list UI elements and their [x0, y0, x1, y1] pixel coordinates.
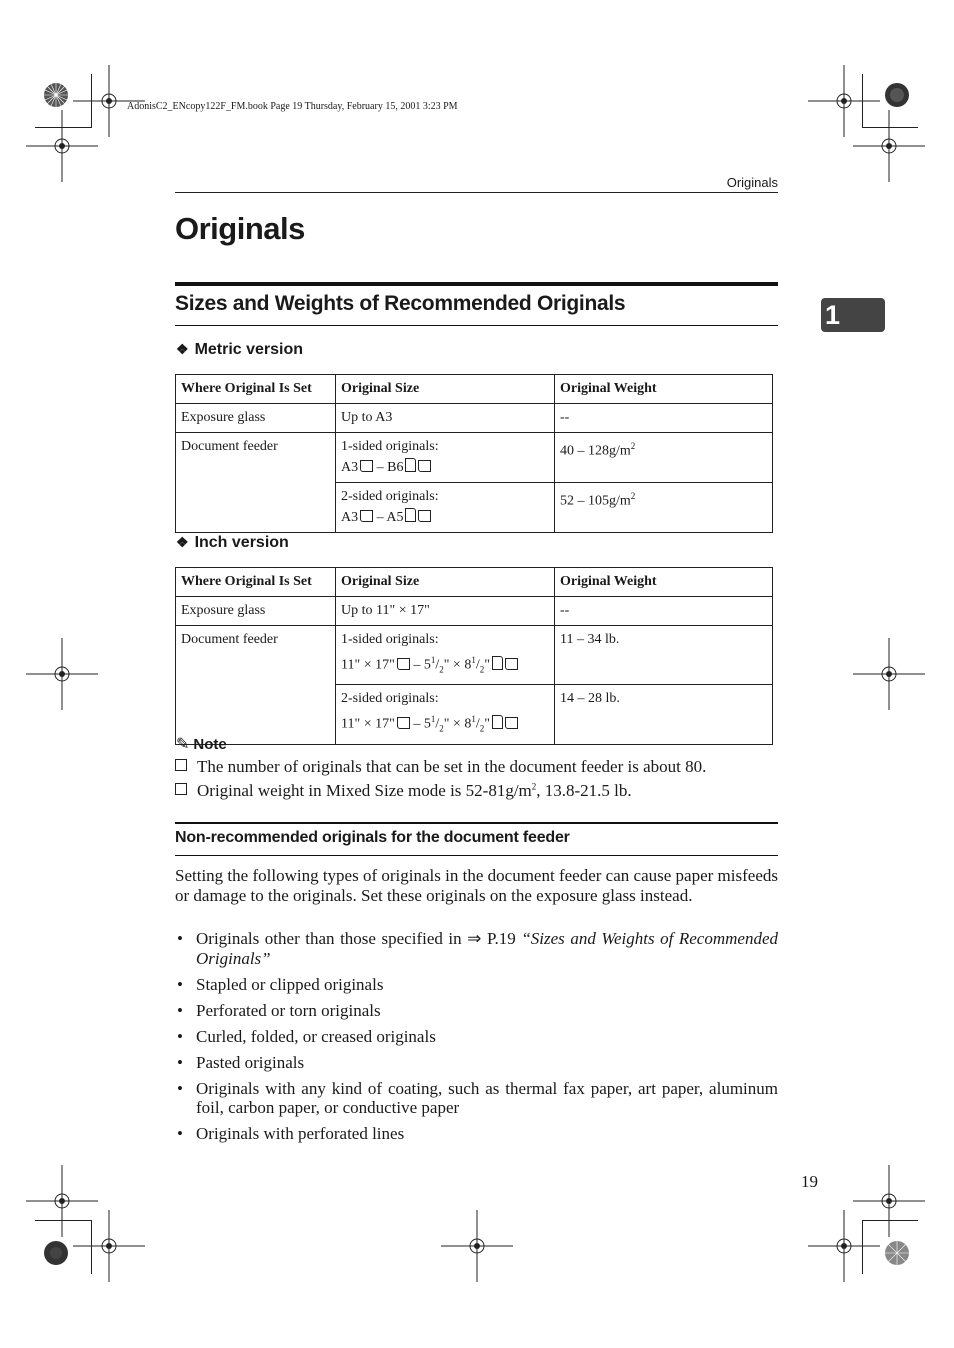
table-cell: Up to 11" × 17" [336, 597, 555, 626]
section-title: Sizes and Weights of Recommended Originals [175, 292, 626, 315]
table-cell: 1-sided originals: A3 – B6 [336, 433, 555, 483]
registration-mark-icon [853, 638, 925, 710]
registration-mark-icon [26, 110, 98, 182]
metric-table [175, 374, 773, 533]
inch-table [175, 567, 773, 745]
list-item: • Pasted originals [177, 1052, 305, 1072]
subsection-divider [175, 822, 778, 824]
landscape-orientation-icon [418, 510, 431, 522]
table-cell: -- [555, 404, 773, 433]
column-header: Original Weight [555, 375, 773, 404]
metric-heading: ❖ Metric version [176, 341, 304, 358]
bullet-icon: • [177, 1026, 183, 1046]
landscape-orientation-icon [360, 460, 373, 472]
table-header-row [176, 375, 773, 404]
color-rosette-icon [43, 82, 69, 108]
table-cell: Document feeder [176, 626, 336, 745]
color-rosette-icon [43, 1240, 69, 1266]
inch-heading: ❖ Inch version [176, 534, 289, 551]
list-item: • Perforated or torn originals [177, 1000, 381, 1020]
column-header: Original Weight [555, 568, 773, 597]
landscape-orientation-icon [505, 717, 518, 729]
table-row [176, 404, 773, 433]
registration-mark-icon [853, 110, 925, 182]
bullet-icon: • [177, 1078, 183, 1098]
diamond-bullet-icon: ❖ [176, 341, 189, 357]
table-cell: 2-sided originals: A3 – A5 [336, 483, 555, 533]
list-item: • Originals with any kind of coating, such as thermal fax paper, art paper, aluminum foil, carbon paper, or conductive paper [177, 1078, 778, 1117]
chapter-tab [821, 298, 885, 332]
page-number: 19 [801, 1172, 818, 1191]
cross-reference-link[interactable]: “Sizes and Weights of Recommended Originals” [196, 929, 778, 968]
table-row [176, 626, 773, 685]
column-header: Where Original Is Set [176, 375, 336, 404]
header-divider [175, 192, 778, 193]
page-title: Originals [175, 211, 305, 246]
table-cell: Document feeder [176, 433, 336, 533]
portrait-orientation-icon [405, 458, 416, 472]
list-item: • Stapled or clipped originals [177, 974, 384, 994]
table-header-row [176, 568, 773, 597]
print-header: AdonisC2_ENcopy122F_FM.book Page 19 Thursday, February 15, 2001 3:23 PM [127, 101, 458, 112]
checkbox-bullet-icon [175, 783, 187, 795]
subsection-title: Non-recommended originals for the document feeder [175, 829, 570, 846]
landscape-orientation-icon [397, 717, 410, 729]
portrait-orientation-icon [492, 656, 503, 670]
registration-mark-icon [26, 638, 98, 710]
table-cell: 11 – 34 lb. [555, 626, 773, 685]
registration-mark-icon [441, 1210, 513, 1282]
landscape-orientation-icon [360, 510, 373, 522]
table-cell: $40 - 128g/m^2$ [555, 433, 773, 483]
color-rosette-icon [884, 1240, 910, 1266]
section-divider [175, 325, 778, 326]
column-header: Original Size [336, 375, 555, 404]
column-header: Original Size [336, 568, 555, 597]
table-cell: $52 - 105g/m^2$ [555, 483, 773, 533]
note-item: Original weight in Mixed Size mode is $52-81g/m^2$, 13.8-21.5 lb. [175, 781, 632, 801]
table-cell: 2-sided originals: 11" × 17" – $5^1/_2$" × $8^1/_2$" [336, 685, 555, 744]
bullet-icon: • [177, 1124, 183, 1143]
landscape-orientation-icon [397, 658, 410, 670]
list-item: • Originals with perforated lines [177, 1124, 405, 1143]
pencil-icon: ✎ [176, 736, 190, 753]
column-header: Where Original Is Set [176, 568, 336, 597]
running-head: Originals [726, 175, 778, 190]
subsection-divider [175, 855, 778, 856]
checkbox-bullet-icon [175, 759, 187, 771]
bullet-icon: • [177, 929, 183, 948]
section-divider [175, 282, 778, 286]
diamond-bullet-icon: ❖ [176, 534, 189, 550]
list-item: • Originals other than those specified in ⇒ P.19 “Sizes and Weights of Recommended Originals” [177, 929, 778, 968]
bullet-icon: • [177, 974, 183, 994]
table-row [176, 597, 773, 626]
table-cell: 14 – 28 lb. [555, 685, 773, 744]
color-rosette-icon [884, 82, 910, 108]
table-row [176, 433, 773, 483]
portrait-orientation-icon [492, 715, 503, 729]
landscape-orientation-icon [418, 460, 431, 472]
table-cell: 1-sided originals: 11" × 17" – $5^1/_2$" × $8^1/_2$" [336, 626, 555, 685]
table-cell: -- [555, 597, 773, 626]
table-cell: Exposure glass [176, 404, 336, 433]
bullet-icon: • [177, 1052, 183, 1072]
chapter-number: 1 [825, 300, 841, 330]
table-cell: Exposure glass [176, 597, 336, 626]
note-heading: ✎ Note [176, 736, 227, 753]
table-cell: Up to A3 [336, 404, 555, 433]
bullet-icon: • [177, 1000, 183, 1020]
body-paragraph: Setting the following types of originals in the document feeder can cause paper misfeeds or damage to the originals. Set these originals on the exposure glass instead. [175, 866, 778, 905]
list-item: • Curled, folded, or creased originals [177, 1026, 436, 1046]
portrait-orientation-icon [405, 508, 416, 522]
landscape-orientation-icon [505, 658, 518, 670]
bullet-list [175, 929, 778, 1150]
note-item: The number of originals that can be set in the document feeder is about 80. [175, 757, 706, 777]
